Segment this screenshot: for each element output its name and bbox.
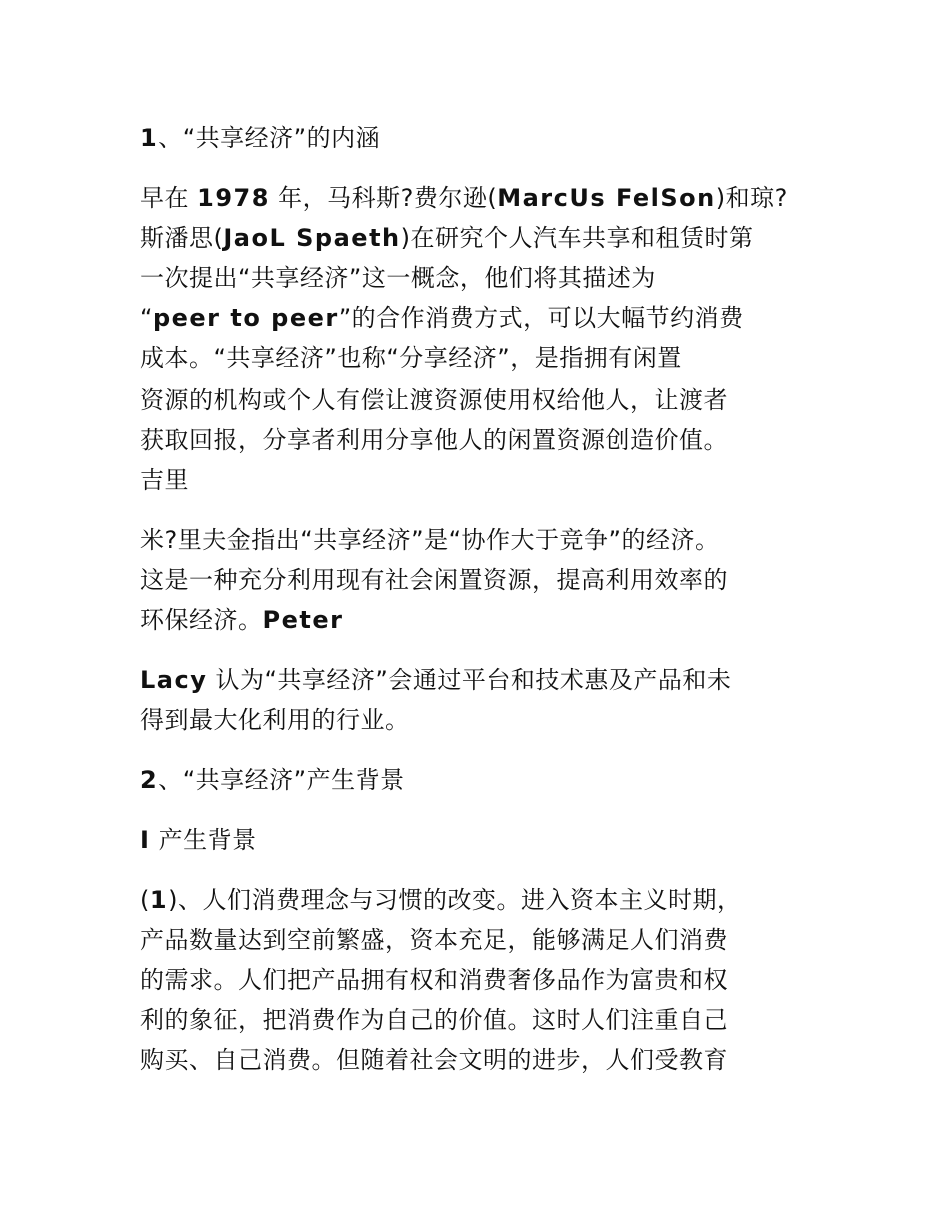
subheading-mark: I bbox=[140, 826, 151, 854]
para2-line1: 米?里夫金指出“共享经济”是“协作大于竞争”的经济。 bbox=[140, 526, 720, 554]
text-run: 环保经济。 bbox=[140, 606, 263, 634]
para1-line1 bbox=[140, 182, 788, 214]
subheading bbox=[140, 824, 257, 856]
para1-line2 bbox=[140, 222, 754, 254]
name-bold: JaoL Spaeth bbox=[223, 224, 401, 252]
heading-1 bbox=[140, 122, 380, 154]
text-run: )在研究个人汽车共享和租赁时第 bbox=[400, 224, 754, 252]
para2-line3 bbox=[140, 604, 343, 636]
text-run: )和琼? bbox=[715, 184, 788, 212]
para4-line5: 购买、自己消费。但随着社会文明的进步，人们受教育 bbox=[140, 1046, 728, 1074]
para1-line6: 资源的机构或个人有偿让渡资源使用权给他人，让渡者 bbox=[140, 386, 728, 414]
para1-line4 bbox=[140, 302, 744, 334]
para1-line3: 一次提出“共享经济”这一概念，他们将其描述为 bbox=[140, 264, 656, 292]
text-run: 早在 bbox=[140, 184, 189, 212]
heading-1-number: 1 bbox=[140, 124, 159, 152]
term-bold: peer to peer bbox=[152, 304, 339, 332]
heading-1-text: 、“共享经济”的内涵 bbox=[158, 124, 381, 152]
name-bold: MarcUs FelSon bbox=[497, 184, 716, 212]
number-bold: 1 bbox=[149, 886, 169, 914]
year-bold: 1978 bbox=[197, 184, 270, 212]
para1-line7: 获取回报，分享者利用分享他人的闲置资源创造价值。 bbox=[140, 426, 728, 454]
para4-line4: 利的象征，把消费作为自己的价值。这时人们注重自己 bbox=[140, 1006, 728, 1034]
para3-line1 bbox=[140, 664, 731, 696]
name-bold: Peter bbox=[262, 606, 344, 634]
text-run: ( bbox=[140, 886, 150, 914]
text-run: “ bbox=[140, 304, 153, 332]
para2-line2: 这是一种充分利用现有社会闲置资源，提高利用效率的 bbox=[140, 566, 728, 594]
name-bold: Lacy bbox=[140, 666, 208, 694]
text-run: )、人们消费理念与习惯的改变。进入资本主义时期， bbox=[168, 886, 742, 914]
para1-line8: 吉里 bbox=[140, 466, 189, 494]
para1-line5: 成本。“共享经济”也称“分享经济”，是指拥有闲置 bbox=[140, 344, 682, 372]
heading-2 bbox=[140, 764, 405, 796]
heading-2-number: 2 bbox=[140, 766, 159, 794]
para4-line1 bbox=[140, 884, 741, 916]
text-run: 年，马科斯?费尔逊( bbox=[278, 184, 498, 212]
subheading-text: 产生背景 bbox=[158, 826, 257, 854]
text-run: 斯潘思( bbox=[140, 224, 224, 252]
text-run: 认为“共享经济”会通过平台和技术惠及产品和未 bbox=[215, 666, 732, 694]
para4-line3: 的需求。人们把产品拥有权和消费奢侈品作为富贵和权 bbox=[140, 966, 728, 994]
heading-2-text: 、“共享经济”产生背景 bbox=[158, 766, 405, 794]
text-run: ”的合作消费方式，可以大幅节约消费 bbox=[338, 304, 744, 332]
para4-line2: 产品数量达到空前繁盛，资本充足，能够满足人们消费 bbox=[140, 926, 728, 954]
para3-line2: 得到最大化利用的行业。 bbox=[140, 706, 410, 734]
